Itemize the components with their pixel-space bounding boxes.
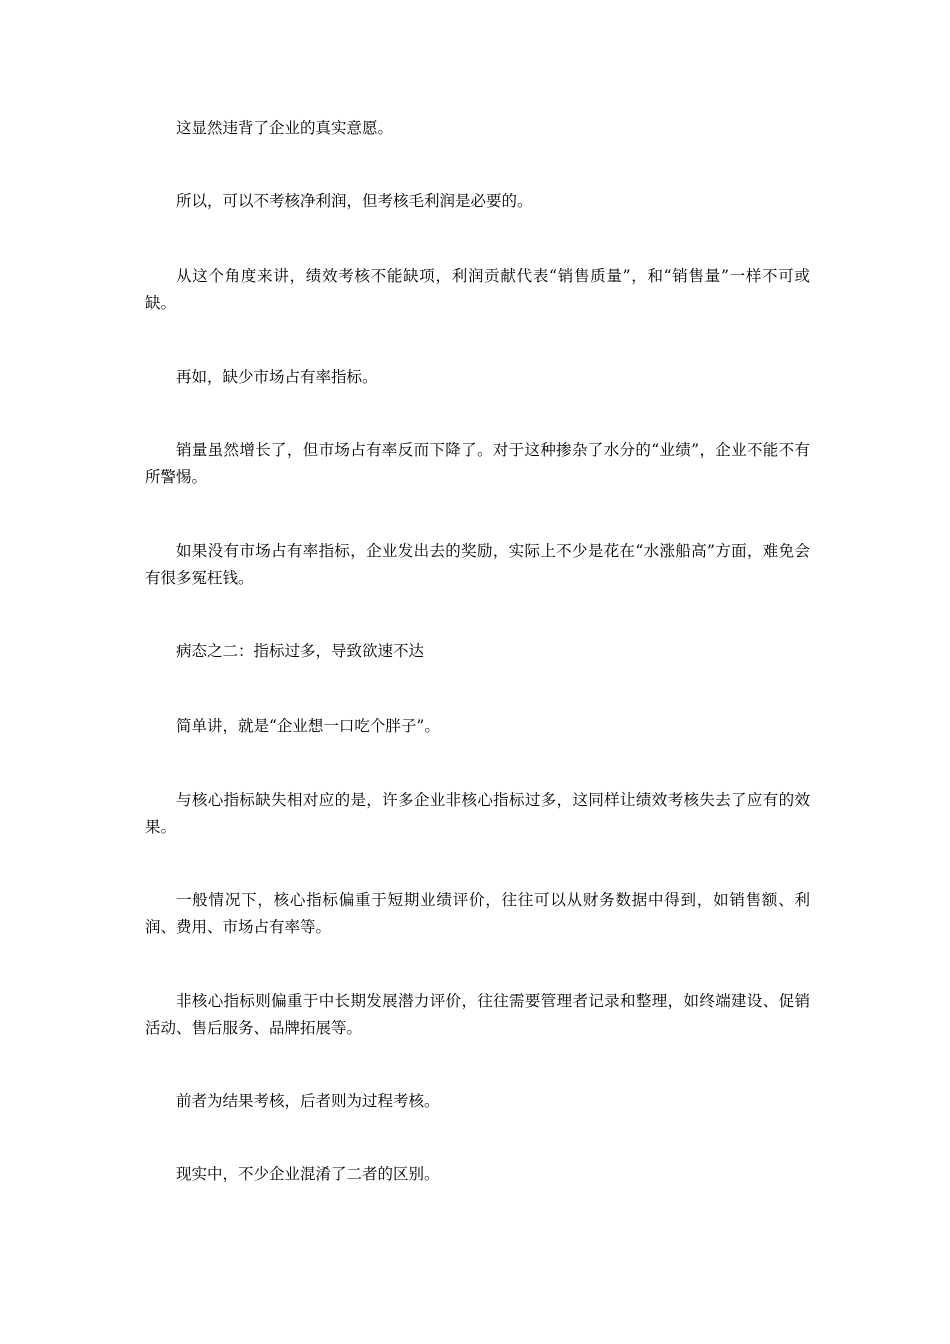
paragraph: 一般情况下，核心指标偏重于短期业绩评价，往往可以从财务数据中得到，如销售额、利润、费用、市场占有率等。 xyxy=(145,891,810,936)
paragraph: 如果没有市场占有率指标，企业发出去的奖励，实际上不少是花在“水涨船高”方面，难免会有很多冤枉钱。 xyxy=(145,542,810,587)
paragraph: 非核心指标则偏重于中长期发展潜力评价，往往需要管理者记录和整理，如终端建设、促销活动、售后服务、品牌拓展等。 xyxy=(145,992,810,1037)
paragraph: 从这个角度来讲，绩效考核不能缺项，利润贡献代表“销售质量”，和“销售量”一样不可或缺。 xyxy=(145,267,810,312)
paragraph: 销量虽然增长了，但市场占有率反而下降了。对于这种掺杂了水分的“业绩”，企业不能不有所警惕。 xyxy=(145,441,810,486)
paragraph: 再如，缺少市场占有率指标。 xyxy=(176,368,378,386)
paragraph: 这显然违背了企业的真实意愿。 xyxy=(176,119,394,137)
paragraph: 与核心指标缺失相对应的是，许多企业非核心指标过多，这同样让绩效考核失去了应有的效果。 xyxy=(145,791,810,836)
paragraph: 前者为结果考核，后者则为过程考核。 xyxy=(176,1092,440,1110)
paragraph: 现实中，不少企业混淆了二者的区别。 xyxy=(176,1165,440,1183)
section-heading: 病态之二：指标过多，导致欲速不达 xyxy=(176,642,425,660)
paragraph: 所以，可以不考核净利润，但考核毛利润是必要的。 xyxy=(176,192,533,210)
paragraph: 简单讲，就是“企业想一口吃个胖子”。 xyxy=(176,717,440,735)
